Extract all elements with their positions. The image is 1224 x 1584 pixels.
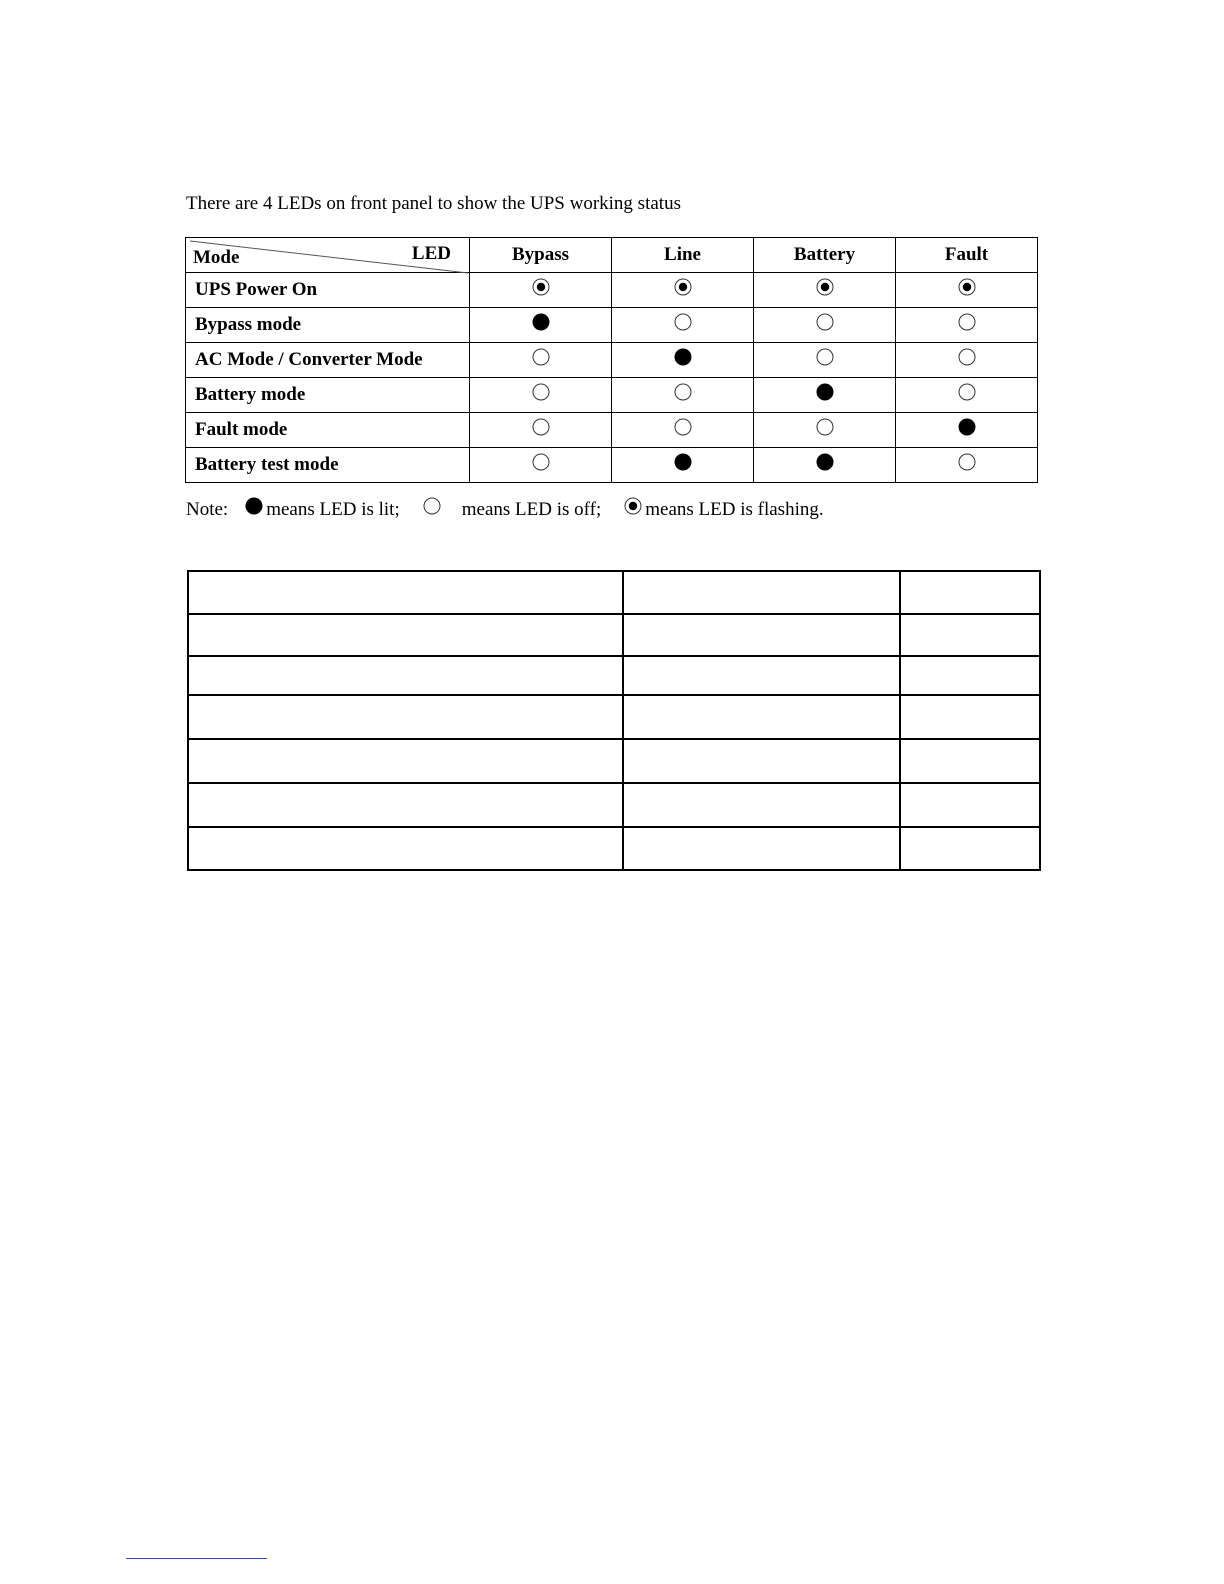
led-cell-bypass — [470, 343, 612, 378]
empty-table-cell — [900, 783, 1040, 827]
led-cell-line — [612, 273, 754, 308]
empty-table-cell — [188, 571, 623, 614]
empty-table-cell — [900, 739, 1040, 783]
led-cell-battery — [754, 343, 896, 378]
mode-name-cell: UPS Power On — [186, 273, 470, 308]
mode-name-cell: Bypass mode — [186, 308, 470, 343]
led-cell-fault — [896, 413, 1038, 448]
led-off-icon — [815, 347, 835, 373]
led-off-icon — [957, 312, 977, 338]
led-flashing-icon — [673, 277, 693, 303]
led-off-icon — [531, 417, 551, 443]
led-off-icon — [957, 347, 977, 373]
led-cell-bypass — [470, 413, 612, 448]
mode-name-cell: AC Mode / Converter Mode — [186, 343, 470, 378]
empty-table-cell — [188, 783, 623, 827]
empty-table-cell — [900, 695, 1040, 739]
mode-column-label: Mode — [193, 247, 240, 268]
empty-table-cell — [623, 614, 900, 656]
empty-table-row — [188, 783, 1040, 827]
empty-table-cell — [900, 656, 1040, 695]
empty-table-cell — [188, 656, 623, 695]
intro-text: There are 4 LEDs on front panel to show the UPS working status — [186, 193, 681, 214]
led-table-row — [186, 273, 1038, 308]
empty-table-cell — [900, 827, 1040, 870]
empty-table-row — [188, 571, 1040, 614]
empty-table-row — [188, 695, 1040, 739]
led-off-icon — [531, 347, 551, 373]
led-off-icon — [673, 312, 693, 338]
led-cell-bypass — [470, 308, 612, 343]
led-cell-battery — [754, 448, 896, 483]
led-column-label: LED — [411, 243, 451, 264]
led-off-icon — [422, 496, 442, 523]
footnote-separator-line — [126, 1558, 267, 1559]
led-lit-icon — [815, 452, 835, 478]
led-status-table-body — [186, 238, 1038, 483]
led-table-row — [186, 448, 1038, 483]
led-off-icon — [673, 382, 693, 408]
empty-table-row — [188, 739, 1040, 783]
mode-led-corner-cell — [186, 238, 470, 273]
column-header-line: Line — [612, 238, 754, 273]
empty-table-cell — [900, 614, 1040, 656]
led-cell-line — [612, 378, 754, 413]
led-lit-icon — [673, 452, 693, 478]
led-cell-battery — [754, 273, 896, 308]
led-off-icon — [957, 382, 977, 408]
led-lit-icon — [815, 382, 835, 408]
led-cell-line — [612, 448, 754, 483]
empty-table-row — [188, 827, 1040, 870]
led-off-icon — [673, 417, 693, 443]
led-status-table — [185, 237, 1038, 483]
column-header-fault: Fault — [896, 238, 1038, 273]
empty-table-cell — [623, 571, 900, 614]
led-flashing-icon — [815, 277, 835, 303]
empty-table-cell — [188, 739, 623, 783]
led-cell-bypass — [470, 273, 612, 308]
led-off-icon — [815, 417, 835, 443]
led-flashing-icon — [623, 496, 643, 523]
led-cell-battery — [754, 378, 896, 413]
led-off-icon — [957, 452, 977, 478]
led-cell-line — [612, 343, 754, 378]
note-lit-text: means LED is lit; — [266, 498, 400, 520]
led-cell-bypass — [470, 448, 612, 483]
mode-name-cell: Battery mode — [186, 378, 470, 413]
empty-table-row — [188, 656, 1040, 695]
led-off-icon — [815, 312, 835, 338]
note-flashing-text: means LED is flashing. — [645, 498, 824, 520]
led-table-row — [186, 343, 1038, 378]
note-off-text: means LED is off; — [461, 498, 602, 520]
led-cell-line — [612, 413, 754, 448]
mode-name-cell: Battery test mode — [186, 448, 470, 483]
mode-name-cell: Fault mode — [186, 413, 470, 448]
led-cell-fault — [896, 308, 1038, 343]
legend-note — [186, 497, 824, 524]
empty-table-cell — [188, 695, 623, 739]
led-cell-line — [612, 308, 754, 343]
empty-table-body — [188, 571, 1040, 870]
led-table-row — [186, 308, 1038, 343]
led-lit-icon — [244, 496, 264, 523]
empty-table-cell — [623, 783, 900, 827]
led-cell-fault — [896, 448, 1038, 483]
led-table-header-row — [186, 238, 1038, 273]
led-flashing-icon — [531, 277, 551, 303]
led-lit-icon — [531, 312, 551, 338]
empty-table-cell — [188, 827, 623, 870]
led-table-row — [186, 378, 1038, 413]
led-cell-battery — [754, 413, 896, 448]
led-off-icon — [531, 382, 551, 408]
led-cell-battery — [754, 308, 896, 343]
led-cell-fault — [896, 343, 1038, 378]
led-lit-icon — [957, 417, 977, 443]
column-header-bypass: Bypass — [470, 238, 612, 273]
empty-table-cell — [623, 739, 900, 783]
led-off-icon — [531, 452, 551, 478]
empty-table-row — [188, 614, 1040, 656]
led-flashing-icon — [957, 277, 977, 303]
empty-table-cell — [900, 571, 1040, 614]
column-header-battery: Battery — [754, 238, 896, 273]
led-cell-fault — [896, 378, 1038, 413]
led-table-row — [186, 413, 1038, 448]
empty-table-cell — [188, 614, 623, 656]
empty-table — [187, 570, 1041, 871]
empty-table-cell — [623, 827, 900, 870]
led-lit-icon — [673, 347, 693, 373]
empty-table-cell — [623, 695, 900, 739]
led-cell-bypass — [470, 378, 612, 413]
led-cell-fault — [896, 273, 1038, 308]
note-prefix: Note: — [186, 498, 229, 520]
empty-table-cell — [623, 656, 900, 695]
